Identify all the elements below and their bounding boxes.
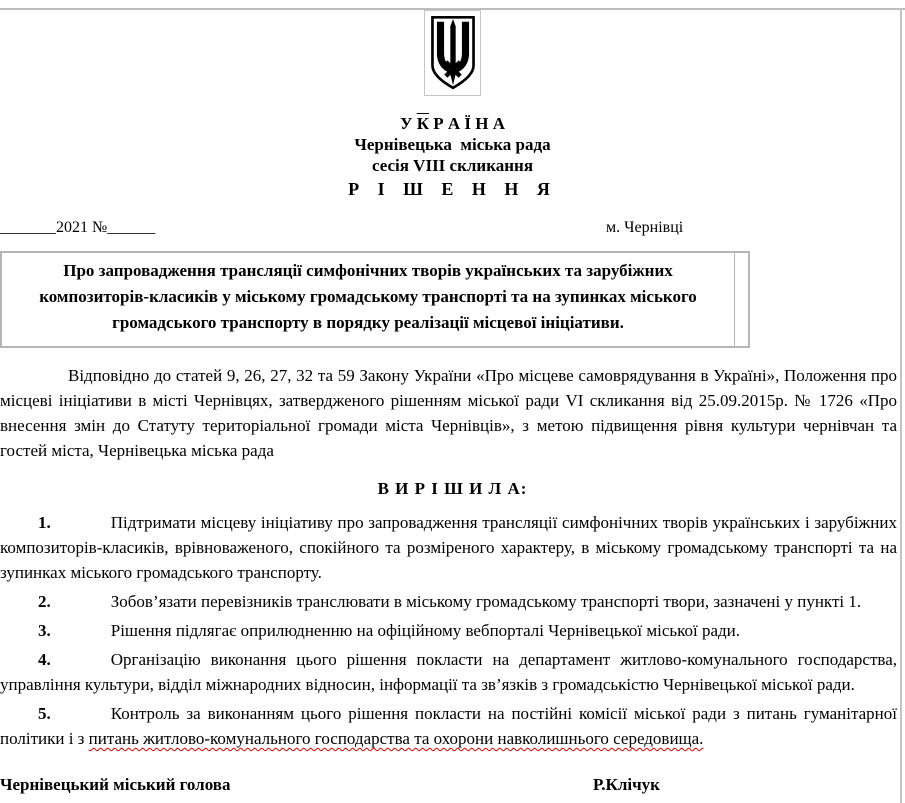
document-body xyxy=(0,363,897,799)
signer-name: Р.Клічук xyxy=(593,775,660,794)
resolved-heading: В И Р І Ш И Л А: xyxy=(377,479,528,498)
item-number: 1. xyxy=(38,513,51,532)
preamble-paragraph: Відповідно до статей 9, 26, 27, 32 та 59 Закону України «Про місцеве самоврядування в Україні», Положення про місцеві ініціативи в місті Чернівцях, затвердженого рішенням міської ради VI скликання від 25.09.2015р. № 1726 «Про внесення змін до Статуту територіальної громади міста Чернівців», з метою підвищення рівня культури чернівчан та гостей міста, Чернівецька міська рада xyxy=(0,366,897,460)
item-5 xyxy=(0,701,897,751)
item-number: 5. xyxy=(38,704,51,723)
spellcheck-flagged-text[interactable]: питань житлово-комунального господарства та охорони навколишнього середовища. xyxy=(88,729,704,748)
item-2 xyxy=(0,589,897,614)
page-right-edge-line xyxy=(900,8,902,803)
decision-items xyxy=(0,510,897,751)
item-text: Рішення підлягає оприлюдненню на офіційному вебпорталі Чернівецької міської ради. xyxy=(110,621,741,640)
tryzub-icon xyxy=(428,13,478,93)
country-name-part: У xyxy=(399,114,417,133)
date-number-blanks: _______2021 №______ xyxy=(0,219,156,236)
item-text: Підтримати місцеву ініціативу про запровадження трансляції симфонічних творів українських і зарубіжних композиторів-класиків, врівноваженого, спокійного та розміреного характеру, в міському громадському транспорті та на зупинках міського громадського транспорту. xyxy=(0,513,897,582)
signer-position: Чернівецький міський голова xyxy=(0,775,231,794)
title-box-side-cell xyxy=(735,253,748,346)
country-name-part: Р А Ї Н А xyxy=(429,114,506,133)
signature-row xyxy=(0,775,897,799)
item-4 xyxy=(0,647,897,697)
city-label: м. Чернівці xyxy=(606,219,684,236)
coat-of-arms-block xyxy=(0,0,905,101)
item-text: Контроль за виконанням цього рішення покласти на постійні комісії міської ради з питань гуманітарної політики і з xyxy=(0,704,897,748)
country-name-k-macron: К xyxy=(416,114,430,133)
item-number: 2. xyxy=(38,592,51,611)
page-top-edge-line xyxy=(0,8,905,10)
emblem-frame xyxy=(424,10,481,96)
document-type-heading: Р І Ш Е Н Н Я xyxy=(348,179,557,199)
council-name: Чернівецька міська рада xyxy=(354,135,551,154)
item-3 xyxy=(0,618,897,643)
item-1 xyxy=(0,510,897,585)
document-header xyxy=(0,113,905,201)
item-text: Зобов’язати перевізників транслювати в міському громадському транспорті твори, зазначені у пункті 1. xyxy=(110,592,862,611)
item-number: 3. xyxy=(38,621,51,640)
date-number-row xyxy=(0,219,905,242)
session-line: сесія VIII скликання xyxy=(371,156,534,175)
document-title: Про запровадження трансляції симфонічних творів українських та зарубіжних композиторів-класиків у міському громадському транспорті та на зупинках міського громадського транспорту в порядку реалізації місцевої ініціативи. xyxy=(2,253,735,346)
item-number: 4. xyxy=(38,650,51,669)
country-name xyxy=(0,113,905,134)
title-box xyxy=(0,251,750,348)
item-text: Організацію виконання цього рішення покласти на департамент житлово-комунального господарства, управління культури, відділ міжнародних відносин, інформації та зв’язків з громадськістю Чернівецької міської ради. xyxy=(0,650,897,694)
